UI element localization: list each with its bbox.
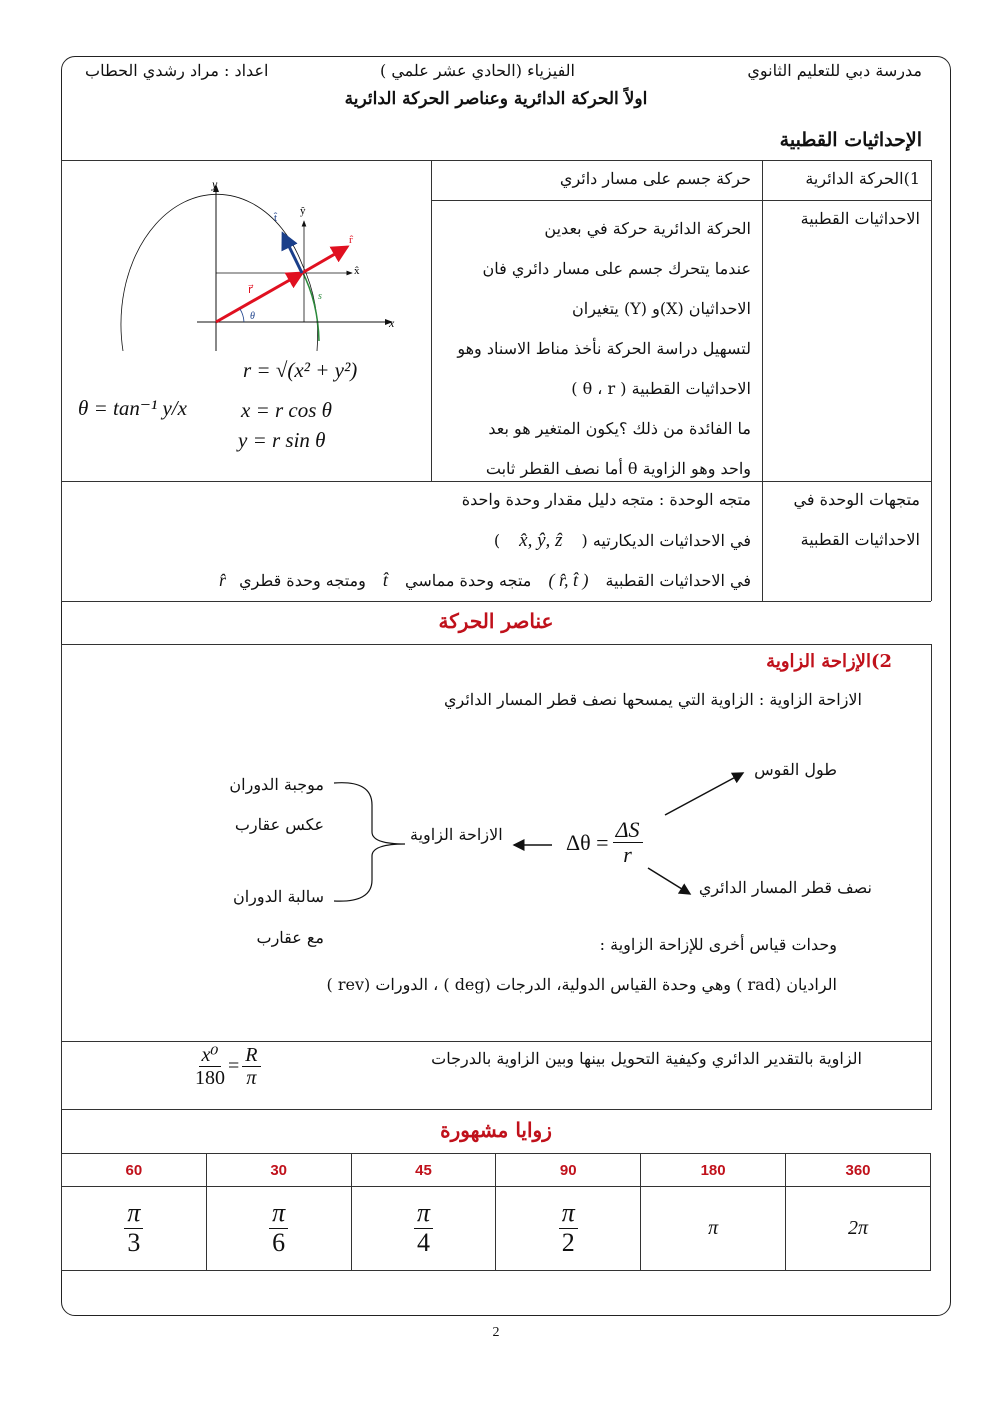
r-hat-vector <box>302 247 347 273</box>
conversion-text: الزاوية بالتقدير الدائري وكيفية التحويل بينها وبين الزاوية بالدرجات <box>431 1049 862 1068</box>
degree-cell: 180 <box>641 1154 786 1187</box>
radian-cell: $\frac{\pi}{3}$ <box>62 1187 207 1271</box>
author-label: اعداد : مراد رشدي الحطاب <box>85 61 269 80</box>
degree-cell: 45 <box>351 1154 496 1187</box>
polar-line: ما الفائدة من ذلك ؟يكون المتغير هو بعد <box>488 419 751 438</box>
motion-elements-heading: عناصر الحركة <box>438 609 554 633</box>
r-hat-label: r̂ <box>349 234 353 246</box>
angular-displacement-heading: 2)الإزاحة الزاوية <box>766 651 892 672</box>
polar-unit-vectors: في الاحداثيات القطبية ( r̂, t̂ ) متجه وحدة مماسي t̂ ومتجه وحدة قطري r̂ <box>218 570 751 590</box>
angular-formula: Δθ = $\frac{\Delta S}{r}$ <box>566 818 643 867</box>
equation-r: r = √(x² + y²) <box>243 358 358 382</box>
page-title: اولاً الحركة الدائرية وعناصر الحركة الدائرية <box>344 89 648 109</box>
famous-angles-heading: زوايا مشهورة <box>440 1118 552 1142</box>
positive-rotation-1: موجبة الدوران <box>229 775 324 794</box>
subject-label: الفيزياء (الحادي عشر علمي ) <box>380 61 575 80</box>
theta-label: θ <box>250 311 255 322</box>
polar-line: الاحداثيات القطبية ( θ ، r ) <box>571 379 751 398</box>
arc-s <box>302 271 319 341</box>
radian-cell: $\frac{\pi}{4}$ <box>351 1187 496 1271</box>
r-vector-label: r⃗ <box>248 284 253 296</box>
arrow-to-arc-length <box>665 773 743 815</box>
degree-cell: 90 <box>496 1154 641 1187</box>
circular-motion-label: 1)الحركة الدائرية <box>805 169 920 188</box>
x-label: x <box>389 316 395 330</box>
radian-cell: $\frac{\pi}{2}$ <box>496 1187 641 1271</box>
degrees-row <box>62 1154 931 1187</box>
brace <box>334 783 405 901</box>
polar-line: عندما يتحرك جسم على مسار دائري فان <box>482 259 751 278</box>
radian-cell: $\frac{\pi}{6}$ <box>206 1187 351 1271</box>
polar-line: لتسهيل دراسة الحركة نأخذ مناط الاسناد وهو <box>457 339 751 358</box>
t-hat-label: t̂ <box>274 212 278 224</box>
radian-cell: π <box>641 1187 786 1271</box>
t-hat-vector <box>283 234 302 273</box>
equation-theta: θ = tan⁻¹ y/x <box>78 396 187 420</box>
degree-cell: 30 <box>206 1154 351 1187</box>
polar-coords-label: الاحداثيات القطبية <box>800 209 920 228</box>
other-units-line: الراديان (rad ) وهي وحدة القياس الدولية، الدرجات (deg ) ، الدورات (rev ) <box>326 975 837 994</box>
other-units-title: وحدات قياس أخرى للإزاحة الزاوية : <box>599 935 837 954</box>
degree-cell: 60 <box>62 1154 207 1187</box>
x-hat-label: x̂ <box>354 265 360 277</box>
cartesian-unit-vectors: في الاحداثيات الديكارتيه ( x̂, ŷ, ẑ ) <box>493 530 751 551</box>
page-number: 2 <box>492 1325 500 1340</box>
polar-line: الاحداثيان (X)و (Y) يتغيران <box>572 299 751 318</box>
positive-rotation-2: عكس عقارب <box>234 815 324 834</box>
arc-length-label: طول القوس <box>754 760 837 779</box>
negative-rotation-2: مع عقارب <box>256 928 324 947</box>
angular-displacement-def: الازاحة الزاوية : الزاوية التي يمسحها نصف قطر المسار الدائري <box>443 690 862 709</box>
famous-angles-table <box>61 1153 931 1271</box>
s-label: s <box>318 291 322 302</box>
radius-label: نصف قطر المسار الدائري <box>698 878 872 897</box>
unit-vectors-label-1: متجهات الوحدة في <box>793 490 920 509</box>
angular-disp-label: الازاحة الزاوية <box>410 825 503 844</box>
school-name: مدرسة دبي للتعليم الثانوي <box>747 61 922 80</box>
radians-row <box>62 1187 931 1271</box>
negative-rotation-1: سالبة الدوران <box>232 887 324 906</box>
y-label: y <box>212 177 218 191</box>
polar-heading: الإحداثيات القطبية <box>779 129 922 151</box>
polar-line: الحركة الدائرية حركة في بعدين <box>544 219 751 238</box>
conversion-formula: $\frac{\text{x⁰}}{180}$ = $\frac{R}{\pi}$ <box>195 1044 261 1089</box>
degree-cell: 360 <box>786 1154 931 1187</box>
r-vector <box>216 273 302 322</box>
arrow-to-radius <box>648 868 690 894</box>
equation-y: y = r sin θ <box>238 428 326 452</box>
unit-vector-def: متجه الوحدة : متجه دليل مقدار وحدة واحدة <box>461 490 751 509</box>
radian-cell: 2π <box>786 1187 931 1271</box>
equation-x: x = r cos θ <box>241 398 332 422</box>
unit-vectors-label-2: الاحداثيات القطبية <box>800 530 920 549</box>
y-hat-label: ŷ <box>300 205 306 217</box>
circular-motion-def: حركة جسم على مسار دائري <box>559 169 751 188</box>
polar-line: واحد وهو الزاوية θ أما نصف القطر ثابت <box>485 459 751 478</box>
polar-description <box>457 209 751 489</box>
